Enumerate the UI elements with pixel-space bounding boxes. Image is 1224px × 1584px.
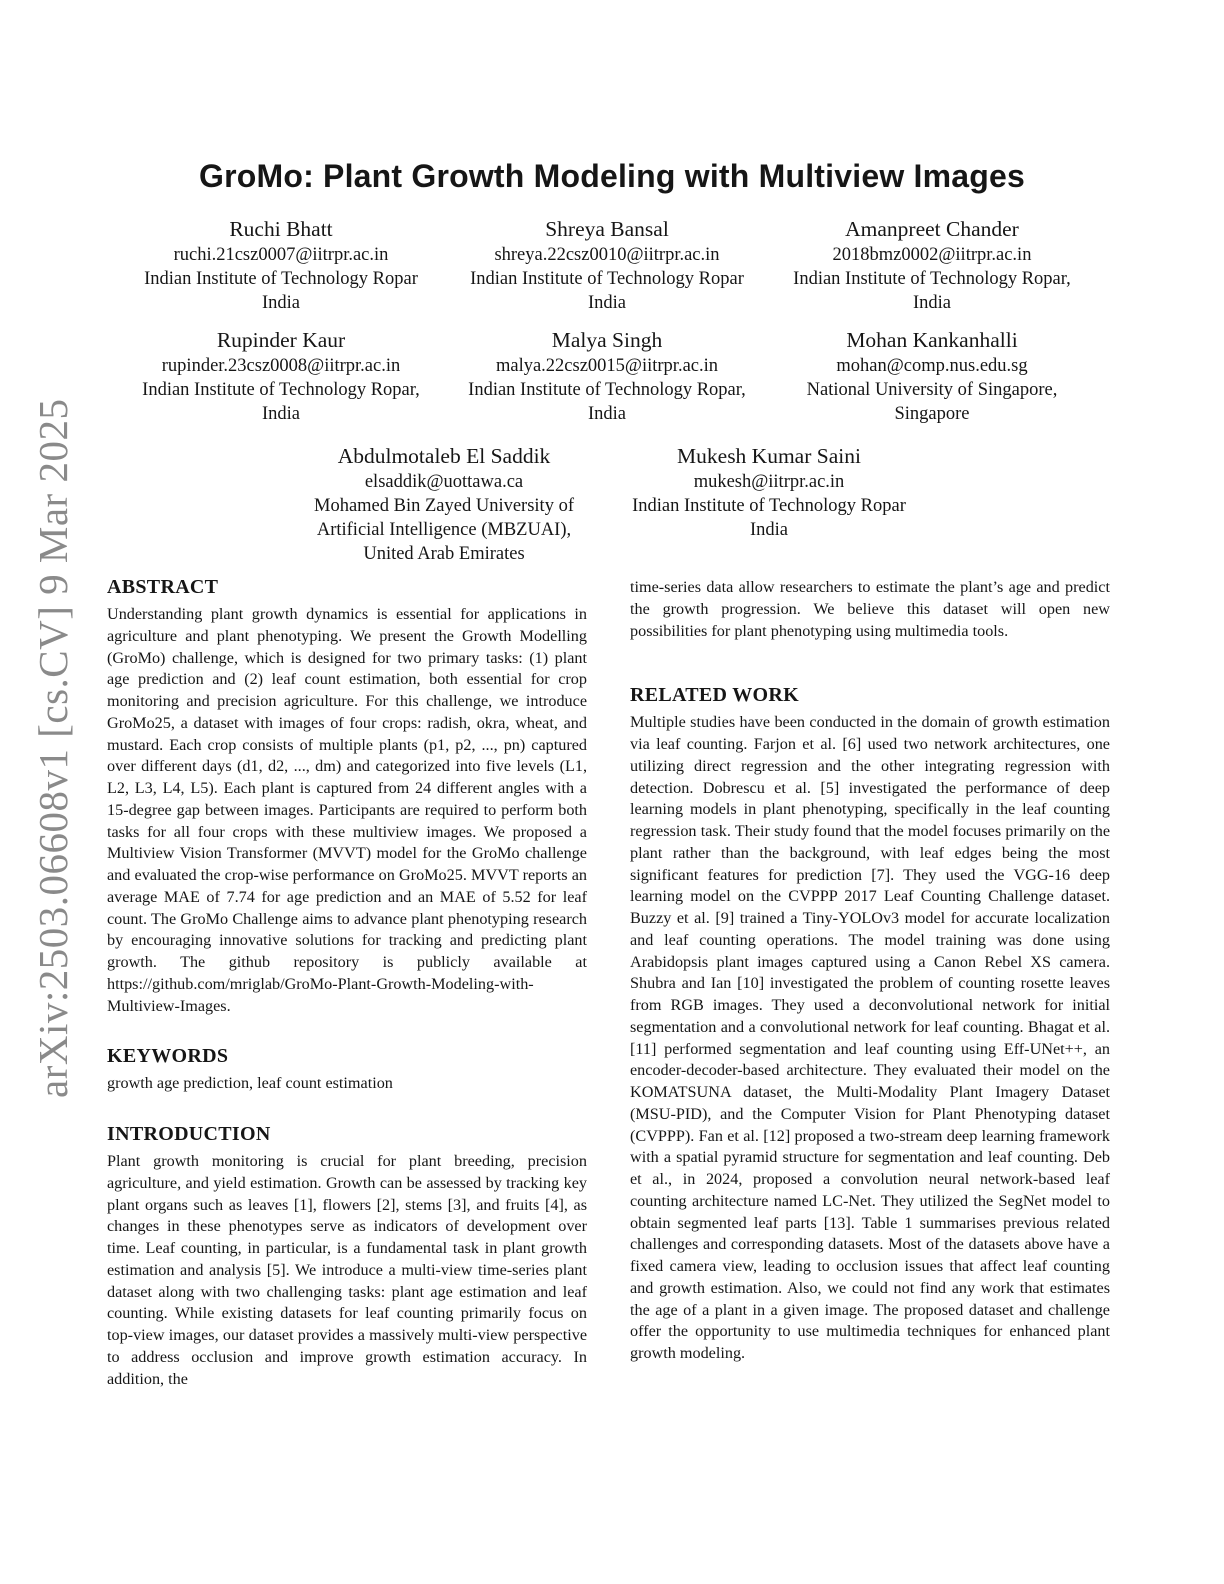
- related-work-text: Multiple studies have been conducted in the domain of growth estimation via leaf counting. Farjon et al. [6] used two network architectures, one utilizing direct regression and the other integrating regression with detection. Dobrescu et al. [5] investigated the performance of deep learning models in plant phenotyping, specifically in the leaf counting regression task. Their study found that the model focuses primarily on the plant rather than the background, with leaf edges being the most significant features for prediction [7]. They used the VGG-16 deep learning model on the CVPPP 2017 Leaf Counting Challenge dataset. Buzzy et al. [9] trained a Tiny-YOLOv3 model for accurate localization and leaf counting operations. The model training was done using Arabidopsis plant images captured using a Canon Rebel XS camera. Shubra and Ian [10] investigated the problem of counting rosette leaves from RGB images. They used a deconvolutional network for initial segmentation and a convolutional network for leaf counting. Bhagat et al. [11] performed segmentation and leaf counting using Eff-UNet++, an encoder-decoder-based architecture. They evaluated their model on the KOMATSUNA dataset, the Multi-Modality Plant Imagery Dataset (MSU-PID), and the Computer Vision for Plant Phenotyping dataset (CVPPP). Fan et al. [12] proposed a two-stream deep learning framework with a spatial pyramid structure for segmentation and leaf counting. Deb et al., in 2024, proposed a convolution neural network-based leaf counting architecture named LC-Net. They utilized the SegNet model to obtain segmented leaf parts [13]. Table 1 summarises previous related challenges and corresponding datasets. Most of the datasets above have a fixed camera view, leading to occlusion issues that affect leaf counting and growth estimation. Also, we could not find any work that estimates the age of a plant in a given image. The proposed dataset and challenge offer the opportunity to use multimedia techniques for enhanced plant growth modeling.: [630, 713, 1110, 1362]
- author-email: rupinder.23csz0008@iitrpr.ac.in: [161, 356, 401, 376]
- introduction-section: [107, 1121, 587, 1390]
- paper-title: GroMo: Plant Growth Modeling with Multiview Images: [198, 158, 1025, 194]
- left-column: [107, 574, 587, 1390]
- introduction-heading: INTRODUCTION: [107, 1123, 271, 1145]
- author-email: malya.22csz0015@iitrpr.ac.in: [495, 356, 719, 376]
- author-affiliation: Indian Institute of Technology Ropar: [632, 496, 906, 516]
- abstract-text: Understanding plant growth dynamics is essential for applications in agriculture and plant phenotyping. We present the Growth Modelling (GroMo) challenge, which is designed for two primary tasks: (1) plant age prediction and (2) leaf count estimation, both essential for crop monitoring and precision agriculture. For this challenge, we introduce GroMo25, a dataset with images of four crops: radish, okra, wheat, and mustard. Each crop consists of multiple plants (p1, p2, ..., pn) captured over different days (d1, d2, ..., dm) and categorized into five levels (L1, L2, L3, L4, L5). Each plant is captured from 24 different angles with a 15-degree gap between images. Participants are required to perform both tasks for all four crops with these multiview images. We proposed a Multiview Vision Transformer (MVVT) model for the GroMo challenge and evaluated the crop-wise performance on GroMo25. MVVT reports an average MAE of 7.74 for age prediction and an MAE of 5.52 for leaf count. The GroMo Challenge aims to advance plant phenotyping research by encouraging innovative solutions for tracking and predicting plant growth. The github repository is publicly available at https://github.com/mriglab/GroMo-Plant-Growth-Modeling-with-Multiview-Images.: [107, 605, 587, 1015]
- author-affiliation: National University of Singapore,: [806, 380, 1058, 400]
- author-affiliation: Indian Institute of Technology Ropar,: [142, 380, 420, 400]
- author-country: India: [912, 293, 951, 313]
- introduction-text: Plant growth monitoring is crucial for plant breeding, precision agriculture, and yield estimation. Growth can be assessed by tracking key plant organs such as leaves [1], flowers [2], stems [3], and fruits [4], as changes in these phenotypes serve as indicators of development over time. Leaf counting, in particular, is a fundamental task in plant growth estimation and analysis [5]. We introduce a multi-view time-series plant dataset along with two challenging tasks: plant age estimation and leaf counting. While existing datasets for leaf counting primarily focus on top-view images, our dataset provides a massively multi-view perspective to address occlusion and improve growth estimation accuracy. In addition, the: [107, 1152, 587, 1388]
- author-email: 2018bmz0002@iitrpr.ac.in: [832, 245, 1032, 265]
- introduction-continued-text: time-series data allow researchers to estimate the plant’s age and predict the growth progression. We believe this dataset will open new possibilities for plant phenotyping using multimedia tools.: [630, 578, 1110, 640]
- author-email: ruchi.21csz0007@iitrpr.ac.in: [173, 245, 389, 265]
- author-name: Shreya Bansal: [545, 217, 669, 241]
- author-country: India: [261, 404, 300, 424]
- right-column: [630, 577, 1110, 1365]
- author-country: India: [587, 404, 626, 424]
- author-country: India: [587, 293, 626, 313]
- author-affiliation: Mohamed Bin Zayed University of: [314, 496, 574, 516]
- author-country: India: [749, 520, 788, 540]
- abstract-section: [107, 574, 587, 1017]
- author-block: [608, 443, 930, 542]
- author-email: elsaddik@uottawa.ca: [364, 472, 524, 492]
- author-name: Ruchi Bhatt: [229, 217, 333, 241]
- keywords-text: growth age prediction, leaf count estimation: [107, 1074, 393, 1093]
- keywords-heading: KEYWORDS: [107, 1045, 229, 1068]
- author-country: Singapore: [894, 404, 970, 424]
- author-country: United Arab Emirates: [363, 544, 525, 564]
- author-block: [446, 216, 768, 315]
- author-name: Abdulmotaleb El Saddik: [337, 444, 551, 468]
- author-affiliation: Indian Institute of Technology Ropar,: [793, 269, 1071, 289]
- author-name: Rupinder Kaur: [216, 328, 346, 352]
- author-name: Amanpreet Chander: [845, 217, 1019, 241]
- author-block: [120, 216, 442, 315]
- author-block: [283, 443, 605, 566]
- author-block: [446, 327, 768, 426]
- author-block: [771, 216, 1093, 315]
- author-block: [771, 327, 1093, 426]
- keywords-section: [107, 1043, 587, 1095]
- author-country: India: [261, 293, 300, 313]
- arxiv-identifier: arXiv:2503.06608v1 [cs.CV] 9 Mar 2025: [30, 398, 76, 1098]
- author-affiliation: Indian Institute of Technology Ropar: [144, 269, 418, 289]
- author-name: Mohan Kankanhalli: [846, 328, 1018, 352]
- related-work-heading: RELATED WORK: [630, 684, 800, 707]
- author-email: mohan@comp.nus.edu.sg: [836, 356, 1028, 376]
- abstract-heading: ABSTRACT: [107, 576, 219, 598]
- author-affiliation: Indian Institute of Technology Ropar,: [468, 380, 746, 400]
- author-name: Malya Singh: [551, 328, 663, 352]
- related-work-section: [630, 682, 1110, 1365]
- author-affiliation: Indian Institute of Technology Ropar: [470, 269, 744, 289]
- author-block: [120, 327, 442, 426]
- author-affiliation: Artificial Intelligence (MBZUAI),: [316, 520, 572, 540]
- author-name: Mukesh Kumar Saini: [677, 444, 861, 468]
- author-email: mukesh@iitrpr.ac.in: [693, 472, 845, 492]
- author-email: shreya.22csz0010@iitrpr.ac.in: [494, 245, 720, 265]
